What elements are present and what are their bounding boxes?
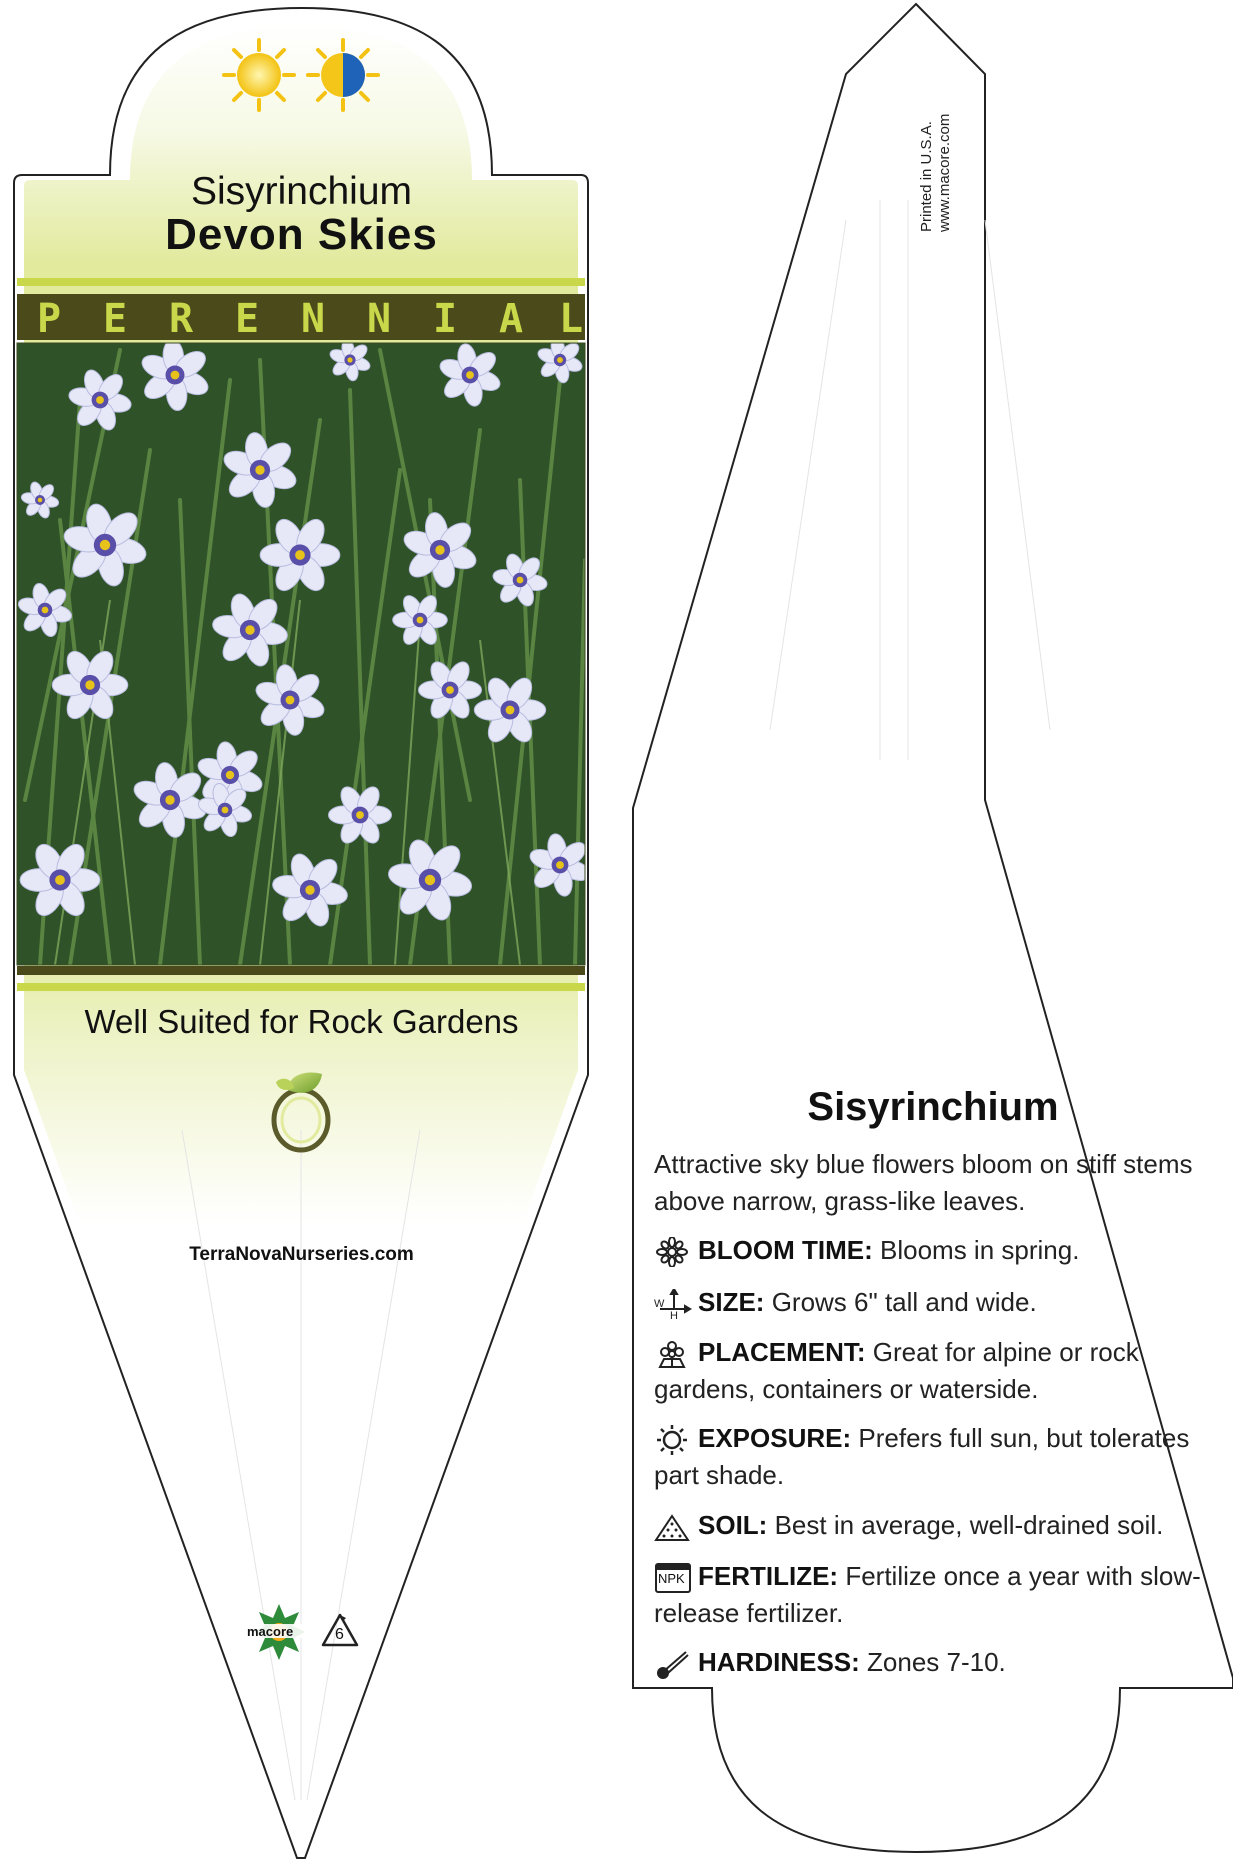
category-letter: N — [367, 296, 392, 342]
recycle-code: 6 — [335, 1626, 344, 1643]
category-label — [17, 294, 585, 340]
recycle-symbol — [320, 1612, 360, 1650]
sun-outline-icon — [654, 1425, 694, 1455]
attr-label: PLACEMENT: — [698, 1337, 866, 1367]
attr-text: Prefers full sun, but tolerates part shade. — [654, 1423, 1190, 1490]
category-letter: R — [169, 296, 194, 342]
flower-icon — [654, 1237, 694, 1267]
macore-logo-text: macore — [247, 1624, 294, 1639]
exposure-icons — [222, 38, 382, 118]
placement-plant-icon — [654, 1339, 694, 1369]
attr-text: Fertilize once a year with slow-release fertilizer. — [654, 1561, 1201, 1628]
attr-label: SOIL: — [698, 1510, 768, 1540]
category-letter: P — [37, 296, 62, 342]
category-letter: E — [235, 296, 260, 342]
attr-text: Blooms in spring. — [880, 1235, 1080, 1265]
attr-fertilize — [654, 1558, 1214, 1632]
size-icon-w: W — [654, 1298, 665, 1311]
category-letter: A — [499, 296, 524, 342]
category-letter: N — [301, 296, 326, 342]
attr-text: Best in average, well-drained soil. — [774, 1510, 1164, 1540]
attr-label: FERTILIZE: — [698, 1561, 839, 1591]
attr-label: BLOOM TIME: — [698, 1235, 873, 1265]
website-link[interactable]: TerraNovaNurseries.com — [189, 1244, 414, 1265]
category-letter: E — [103, 296, 128, 342]
npk-label: NPK — [658, 1571, 685, 1587]
thermometer-icon — [654, 1649, 694, 1679]
attr-text: Great for alpine or rock gardens, containers or waterside. — [654, 1337, 1139, 1404]
attr-bloom-time — [654, 1232, 1214, 1269]
description: Attractive sky blue flowers bloom on stiff stems above narrow, grass-like leaves. — [654, 1149, 1193, 1216]
attr-soil — [654, 1507, 1214, 1544]
printed-in-usa: Printed in U.S.A. — [918, 121, 935, 232]
botanical-name: Sisyrinchium — [190, 170, 413, 213]
printer-logo — [244, 1604, 314, 1664]
attr-hardiness — [654, 1644, 1214, 1681]
cultivar-name: Devon Skies — [165, 210, 438, 259]
tagline: Well Suited for Rock Gardens — [84, 1003, 519, 1040]
macore-url: www.macore.com — [936, 113, 953, 232]
full-sun-icon — [222, 38, 296, 112]
attr-exposure — [654, 1420, 1214, 1494]
plant-photo — [17, 336, 593, 965]
category-letter: I — [433, 296, 458, 342]
size-icon-h: H — [670, 1310, 678, 1323]
attr-label: SIZE: — [698, 1287, 765, 1317]
attr-label: EXPOSURE: — [698, 1423, 852, 1453]
terra-nova-sprout-logo-icon — [268, 1068, 334, 1154]
attr-placement — [654, 1334, 1214, 1408]
npk-fertilizer-icon — [654, 1563, 694, 1593]
attr-text: Grows 6" tall and wide. — [771, 1287, 1037, 1317]
attr-label: HARDINESS: — [698, 1647, 860, 1677]
category-letter: L — [559, 296, 584, 342]
soil-pile-icon — [654, 1512, 694, 1542]
part-shade-icon — [306, 38, 380, 112]
attr-size — [654, 1284, 1214, 1321]
back-title: Sisyrinchium — [807, 1085, 1059, 1129]
size-arrows-icon — [654, 1289, 694, 1323]
attr-text: Zones 7-10. — [867, 1647, 1006, 1677]
